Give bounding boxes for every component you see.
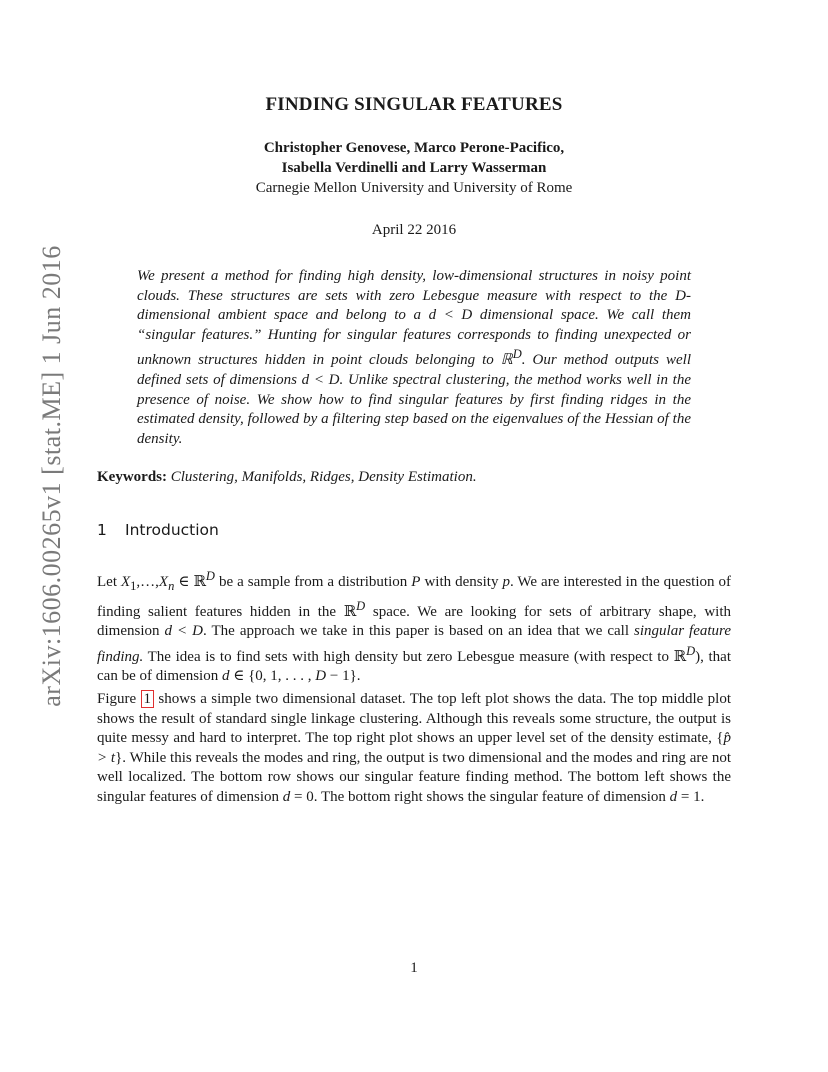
p1-math: p [502, 574, 510, 590]
p2-text: Figure [97, 691, 141, 707]
section-heading [97, 521, 219, 539]
intro-paragraph-1 [97, 567, 731, 687]
p1-math: X [158, 574, 169, 590]
p1-math: P [411, 574, 421, 590]
paper-date: April 22 2016 [371, 222, 457, 238]
keywords-label: Keywords: [97, 469, 167, 485]
p1-sup: D [686, 643, 696, 658]
author-line-1: Christopher Genovese, Marco Perone-Pacifico, [263, 140, 565, 156]
p1-text: ,…, [136, 574, 159, 590]
abstract-text-2: . Our method outputs well defined sets of dimensions d < D. Unlike spectral clustering, the method works well in the presence of noise. We show how to find singular features by first finding ridges in the estimated density, followed by a filtering step based on the eigenvalues of the Hessian of the density. [137, 352, 692, 447]
arxiv-identifier: arXiv:1606.00265v1 [stat.ME] 1 Jun 2016 [37, 245, 66, 707]
keywords-text: Clustering, Manifolds, Ridges, Density Estimation. [170, 469, 477, 485]
p1-text: ∈ ℝ [174, 574, 206, 590]
intro-paragraph-2 [97, 690, 731, 808]
p2-math: d [282, 788, 291, 805]
p1-math: D [315, 668, 327, 685]
p1-text: space. We are looking for sets of arbitrary shape, with dimension [97, 603, 731, 640]
abstract-text-1: We present a method for finding high density, low-dimensional structures in noisy point clouds. These structures are sets with zero Lebesgue measure with respect to the D-dimensional ambient space and belong to a d < D dimensional space. We call them “singular features.” Hunting for singular features corresponds to finding unexpected or unknown structures hidden in point clouds belonging to ℝ [137, 268, 691, 369]
p1-text: ∈ {0, 1, . . . , [229, 668, 316, 685]
p1-sup: D [356, 598, 366, 613]
p1-math: d < D [164, 623, 203, 640]
paper-title: FINDING SINGULAR FEATURES [265, 94, 563, 115]
p2-text: = 0. The bottom right shows the singular feature of dimension [290, 788, 670, 805]
p1-emphasis: singular feature finding. [97, 623, 731, 665]
p2-text: }. While this reveals the modes and ring, the output is two dimensional and the modes and ring are not well localized. The bottom row shows our singular feature finding method. The bottom left shows the singular features of dimension [97, 749, 731, 805]
p1-sub: 1 [130, 579, 137, 593]
section-title: Introduction [125, 521, 219, 539]
abstract [137, 267, 691, 449]
keywords [97, 469, 737, 486]
p1-text: . The approach we take in this paper is based on an idea that we call [203, 623, 635, 640]
p1-text: ), that can be of dimension [97, 648, 731, 685]
p2-text: = 1. [677, 788, 705, 805]
section-number: 1 [97, 521, 107, 539]
abstract-superscript: D [512, 347, 522, 362]
p1-sub: n [168, 579, 175, 593]
page-number: 1 [410, 960, 418, 976]
p2-math: d [669, 788, 678, 805]
p1-text: Let [97, 574, 121, 590]
p1-text: with density [420, 574, 503, 590]
p2-text: shows a simple two dimensional dataset. The top left plot shows the data. The top middle plot shows the result of standard single linkage clustering. Although this reveals some structure, the output is quite messy and hard to interpret. The top right plot shows an upper level set of the density estimate, { [97, 691, 731, 747]
author-block [0, 138, 828, 198]
p1-sup: D [205, 569, 215, 583]
figure-reference-link[interactable]: 1 [141, 690, 155, 708]
p2-math: p̂ > t [97, 730, 731, 766]
p1-math: X [121, 574, 131, 590]
p1-text: The idea is to find sets with high density but zero Lebesgue measure (with respect to ℝ [143, 648, 687, 665]
p1-math: d [221, 668, 230, 685]
p1-text: be a sample from a distribution [214, 574, 412, 590]
author-line-2: Isabella Verdinelli and Larry Wasserman [281, 160, 547, 176]
p1-text: − 1}. [326, 668, 361, 685]
affiliation: Carnegie Mellon University and University of Rome [255, 180, 573, 196]
p1-text: . We are interested in the question of finding salient features hidden in the ℝ [97, 574, 731, 620]
